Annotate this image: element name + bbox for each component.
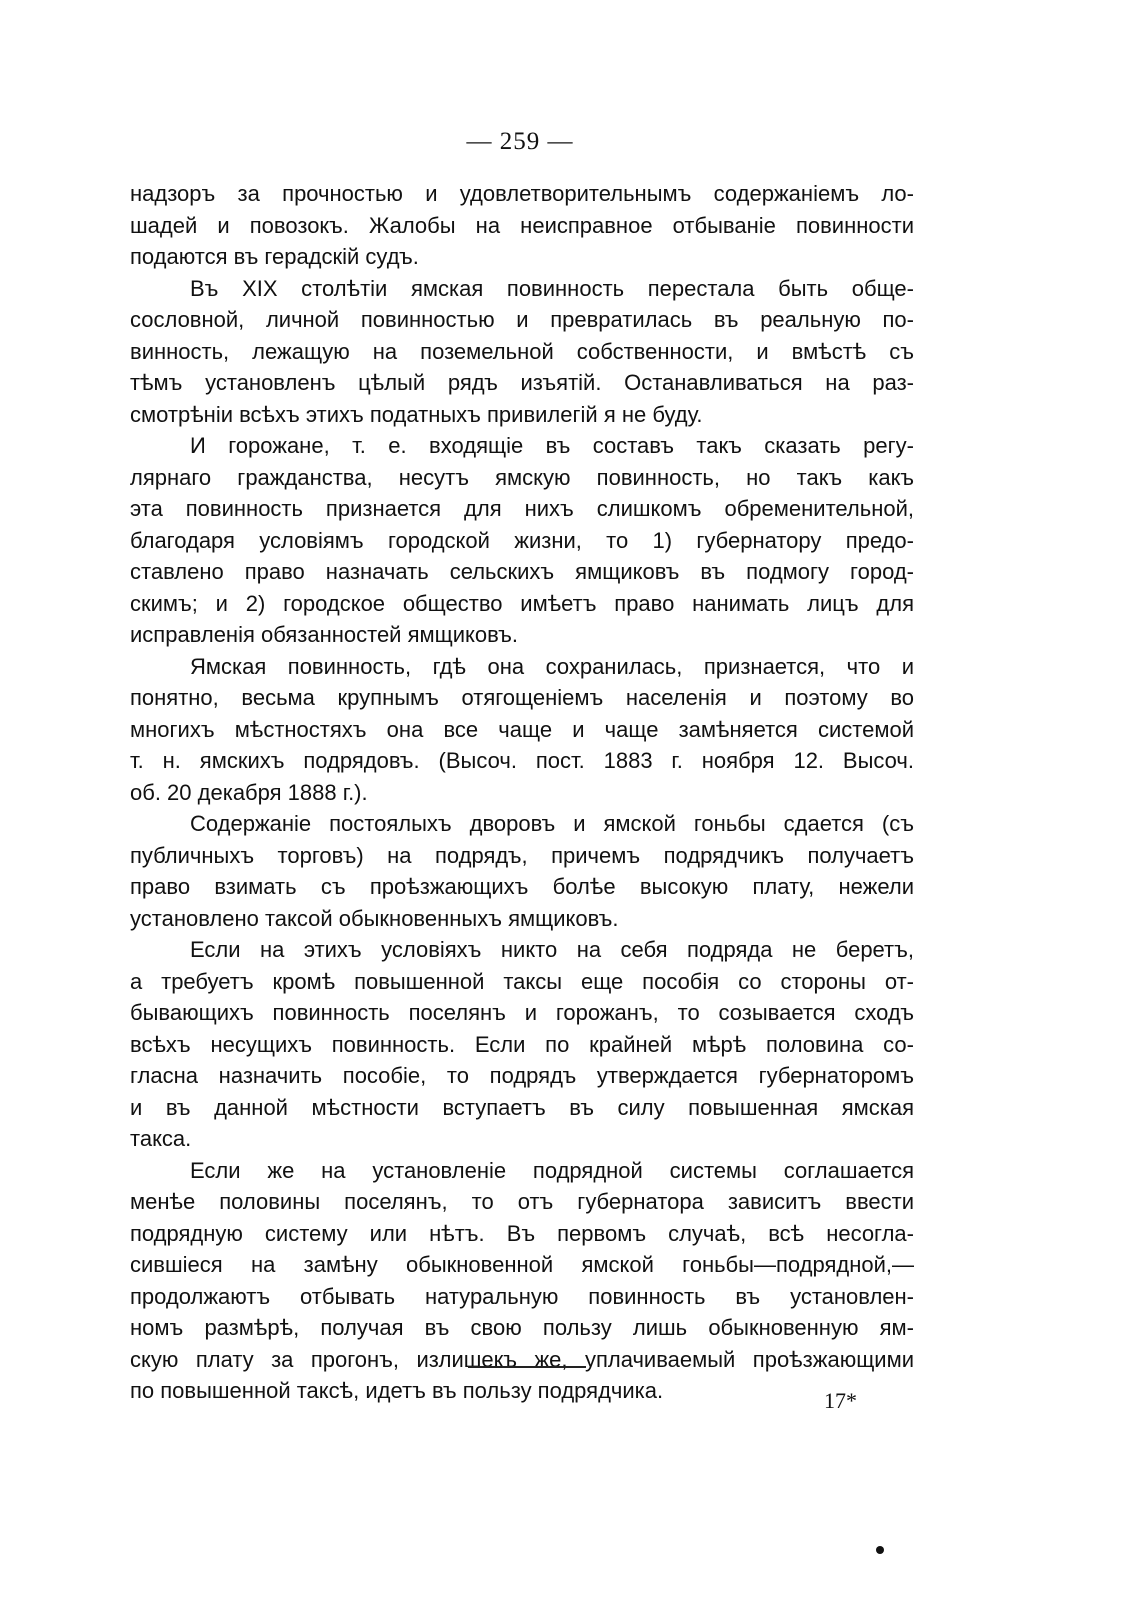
text-line: менѣе половины поселянъ, то отъ губернатора зависитъ ввести xyxy=(130,1189,914,1214)
printer-signature-mark: 17* xyxy=(824,1388,857,1413)
text-line: смотрѣніи всѣхъ этихъ податныхъ привилегій я не буду. xyxy=(130,401,703,427)
paragraph-6 xyxy=(130,934,914,1155)
page-number: — 259 — xyxy=(466,128,574,155)
text-line: а требуетъ кромѣ повышенной таксы еще пособія со стороны от- xyxy=(130,968,914,994)
text-line: благодаря условіямъ городской жизни, то 1) губернатору предо- xyxy=(130,527,914,553)
text-line: продолжаютъ отбывать натуральную повинность въ установлен- xyxy=(130,1283,914,1309)
text-line: по повышенной таксѣ, идетъ въ пользу подрядчика. xyxy=(130,1378,664,1403)
text-line: подаются въ герадскій судъ. xyxy=(130,244,419,269)
text-line: тѣмъ установленъ цѣлый рядъ изъятій. Останавливаться на раз- xyxy=(130,370,914,395)
text-line: сившіеся на замѣну обыкновенной ямской гоньбы—подрядной,— xyxy=(130,1252,914,1277)
paragraph-5 xyxy=(130,808,914,934)
paragraph-7 xyxy=(130,1155,914,1407)
text-line: сословной, личной повинностью и превратилась въ реальную по- xyxy=(130,307,914,332)
text-line: установлено таксой обыкновенныхъ ямщиковъ. xyxy=(130,905,619,931)
text-line: многихъ мѣстностяхъ она все чаще и чаще замѣняется системой xyxy=(130,716,914,742)
text-line: И горожане, т. е. входящіе въ составъ такъ сказать регу- xyxy=(190,433,914,458)
body-text xyxy=(130,178,914,1407)
text-line: Если на этихъ условіяхъ никто на себя подряда не беретъ, xyxy=(190,937,914,962)
text-line: такса. xyxy=(130,1126,192,1151)
text-line: лярнаго гражданства, несутъ ямскую повинность, но такъ какъ xyxy=(130,464,914,490)
text-line: подрядную систему или нѣтъ. Въ первомъ случаѣ, всѣ несогла- xyxy=(130,1220,914,1246)
text-line: бывающихъ повинность поселянъ и горожанъ, то созывается сходъ xyxy=(130,1000,914,1025)
text-line: шадей и повозокъ. Жалобы на неисправное отбываніе повинности xyxy=(130,212,914,238)
text-line: право взимать съ проѣзжающихъ болѣе высокую плату, нежели xyxy=(130,874,914,899)
text-line: скимъ; и 2) городское общество имѣетъ право нанимать лицъ для xyxy=(130,590,914,616)
paragraph-4 xyxy=(130,651,914,809)
text-line: т. н. ямскихъ подрядовъ. (Высоч. пост. 1883 г. ноября 12. Высоч. xyxy=(130,748,914,773)
text-line: ставлено право назначать сельскихъ ямщиковъ въ подмогу город- xyxy=(130,559,914,584)
text-line: публичныхъ торговъ) на подрядъ, причемъ подрядчикъ получаетъ xyxy=(130,842,914,868)
text-line: понятно, весьма крупнымъ отягощеніемъ населенія и поэтому во xyxy=(130,685,914,710)
text-line: гласна назначить пособіе, то подрядъ утверждается губернаторомъ xyxy=(130,1063,914,1088)
text-line: эта повинность признается для нихъ слишкомъ обременительной, xyxy=(130,496,914,521)
paragraph-3 xyxy=(130,430,914,651)
text-line: номъ размѣрѣ, получая въ свою пользу лишь обыкновенную ям- xyxy=(130,1315,914,1340)
text-line: Ямская повинность, гдѣ она сохранилась, признается, что и xyxy=(190,653,914,679)
text-line: Содержаніе постоялыхъ дворовъ и ямской гоньбы сдается (съ xyxy=(190,811,914,836)
text-line: надзоръ за прочностью и удовлетворительнымъ содержаніемъ ло- xyxy=(130,181,914,206)
text-line: и въ данной мѣстности вступаетъ въ силу повышенная ямская xyxy=(130,1094,914,1120)
text-line: скую плату за прогонъ, излишекъ же, уплачиваемый проѣзжающими xyxy=(130,1346,914,1372)
ink-dot xyxy=(876,1546,884,1554)
text-line: об. 20 декабря 1888 г.). xyxy=(130,779,368,805)
section-divider xyxy=(468,1366,586,1368)
paragraph-1 xyxy=(130,178,914,273)
text-line: Въ XIX столѣтіи ямская повинность перестала быть обще- xyxy=(190,275,914,301)
text-line: Если же на установленіе подрядной системы соглашается xyxy=(190,1157,914,1183)
paragraph-2 xyxy=(130,273,914,431)
text-line: исправленія обязанностей ямщиковъ. xyxy=(130,622,518,647)
text-line: винность, лежащую на поземельной собственности, и вмѣстѣ съ xyxy=(130,338,914,364)
text-line: всѣхъ несущихъ повинность. Если по крайней мѣрѣ половина со- xyxy=(130,1031,914,1057)
